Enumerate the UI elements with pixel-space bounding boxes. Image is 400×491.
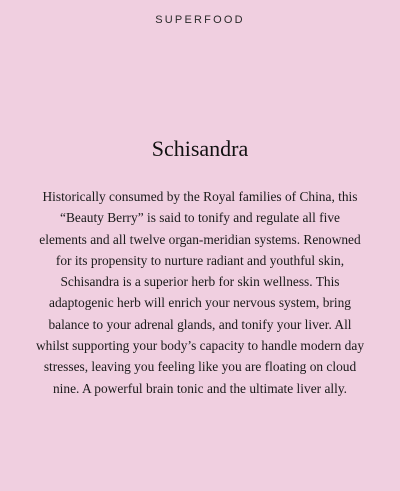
category-eyebrow: SUPERFOOD bbox=[155, 14, 245, 26]
page-title: Schisandra bbox=[151, 136, 249, 161]
description-paragraph: Historically consumed by the Royal families of China, this “Beauty Berry” is said to tonify and regulate all five elements and all twelve organ-meridian systems. Renowned for its propensity to nurture radiant and youthful skin, Schisandra is a superior herb for skin wellness. This adaptogenic herb will enrich your nervous system, bring balance to your adrenal glands, and tonify your liver. All whilst supporting your body’s capacity to handle modern day stresses, leaving you feeling like you are floating on cloud nine. A powerful brain tonic and the ultimate liver ally. bbox=[36, 189, 365, 396]
